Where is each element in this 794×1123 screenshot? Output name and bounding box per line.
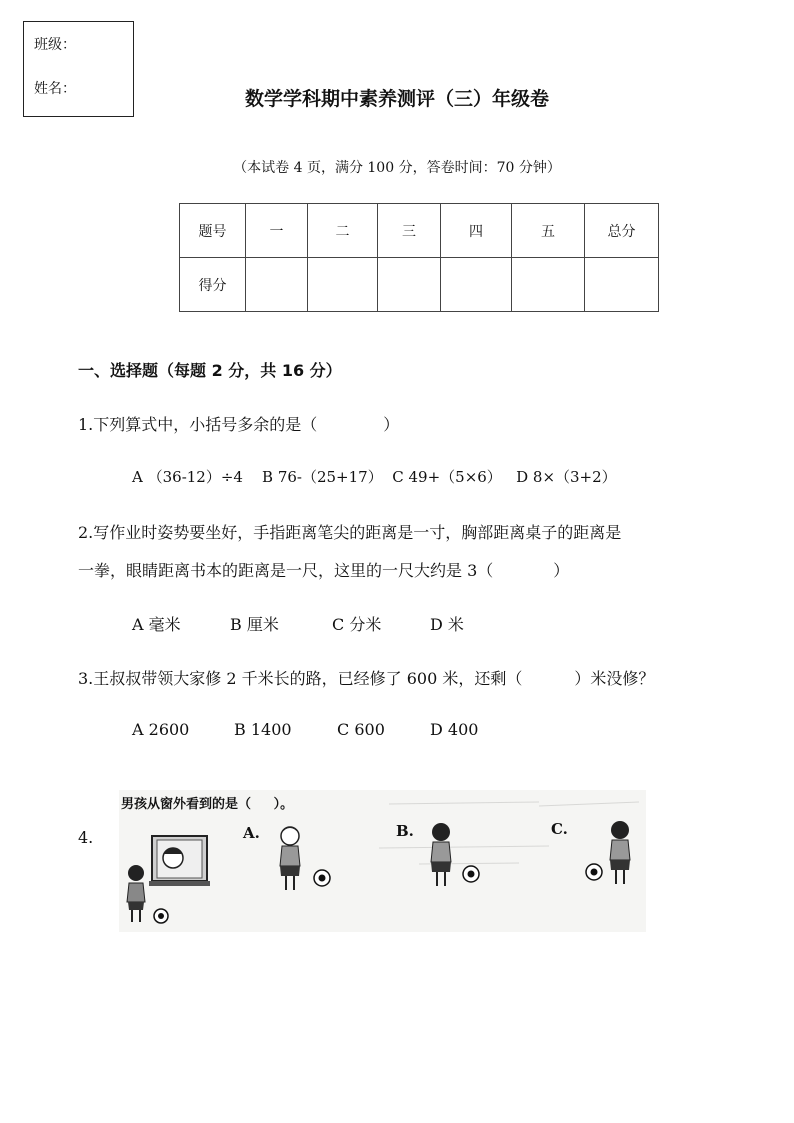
score-table-header-row — [180, 204, 659, 258]
question-2-option-c: C 分米 — [332, 615, 382, 634]
score-input-cell[interactable] — [512, 258, 585, 312]
score-input-cell[interactable] — [246, 258, 308, 312]
question-4-figure — [119, 790, 646, 932]
ball-icon — [314, 870, 330, 886]
question-1-stem-end: ） — [383, 415, 400, 434]
question-2-stem: 一拳，眼睛距离书本的距离是一尺，这里的一尺大约是 3（ — [78, 561, 494, 580]
question-3-stem-end: ）米没修？ — [574, 669, 655, 688]
option-b-label[interactable]: B. — [396, 822, 414, 840]
score-table — [179, 203, 659, 312]
question-3 — [78, 666, 654, 689]
option-a-label[interactable]: A. — [243, 824, 260, 842]
score-input-cell[interactable] — [585, 258, 659, 312]
score-input-cell[interactable] — [378, 258, 441, 312]
ball-icon — [154, 909, 168, 923]
name-label: 姓名： — [34, 81, 76, 97]
section-heading: 一、选择题（每题 2 分，共 16 分） — [78, 361, 342, 380]
question-1-stem: 1.下列算式中，小括号多余的是（ — [78, 415, 318, 434]
score-cell: 一 — [246, 204, 308, 258]
score-cell: 四 — [441, 204, 512, 258]
question-3-option-b: B 1400 — [234, 720, 292, 739]
score-input-cell[interactable] — [308, 258, 378, 312]
question-2-line-2 — [78, 558, 569, 581]
question-2-option-a: A 毫米 — [132, 615, 181, 634]
score-table-score-row — [180, 258, 659, 312]
score-input-cell[interactable] — [441, 258, 512, 312]
score-cell: 题号 — [180, 204, 246, 258]
exam-title: 数学学科期中素养测评（三）年级卷 — [244, 88, 549, 110]
girl-front-icon — [280, 827, 300, 890]
score-cell: 五 — [512, 204, 585, 258]
window-boy-icon — [149, 836, 210, 886]
class-label: 班级： — [34, 37, 76, 53]
question-1 — [78, 412, 399, 435]
ball-icon — [463, 866, 479, 882]
question-2-line-1: 2.写作业时姿势要坐好，手指距离笔尖的距离是一寸，胸部距离桌子的距离是 — [78, 523, 622, 542]
question-2-option-d: D 米 — [430, 615, 464, 634]
ball-icon — [586, 864, 602, 880]
question-3-option-d: D 400 — [430, 720, 479, 739]
figure-caption: 男孩从窗外看到的是（ ）。 — [121, 797, 294, 812]
score-cell: 总分 — [585, 204, 659, 258]
question-3-option-c: C 600 — [337, 720, 385, 739]
score-cell: 三 — [378, 204, 441, 258]
exam-subtitle: （本试卷 4 页，满分 100 分，答卷时间：70 分钟） — [233, 160, 561, 176]
question-4-number: 4. — [78, 828, 94, 847]
question-3-option-a: A 2600 — [132, 720, 190, 739]
girl-back-icon — [431, 823, 451, 886]
girl-icon — [127, 865, 145, 922]
question-3-stem: 3.王叔叔带领大家修 2 千米长的路，已经修了 600 米，还剩（ — [78, 669, 523, 688]
question-1-options: A （36-12）÷4 B 76-（25+17） C 49+（5×6） D 8×（3+2） — [132, 468, 617, 486]
girl-back-icon — [610, 821, 630, 884]
option-c-label[interactable]: C. — [551, 820, 568, 838]
score-cell: 得分 — [180, 258, 246, 312]
figure-illustration — [119, 790, 646, 932]
question-2-option-b: B 厘米 — [230, 615, 279, 634]
question-2-stem-end: ） — [553, 561, 570, 580]
score-cell: 二 — [308, 204, 378, 258]
